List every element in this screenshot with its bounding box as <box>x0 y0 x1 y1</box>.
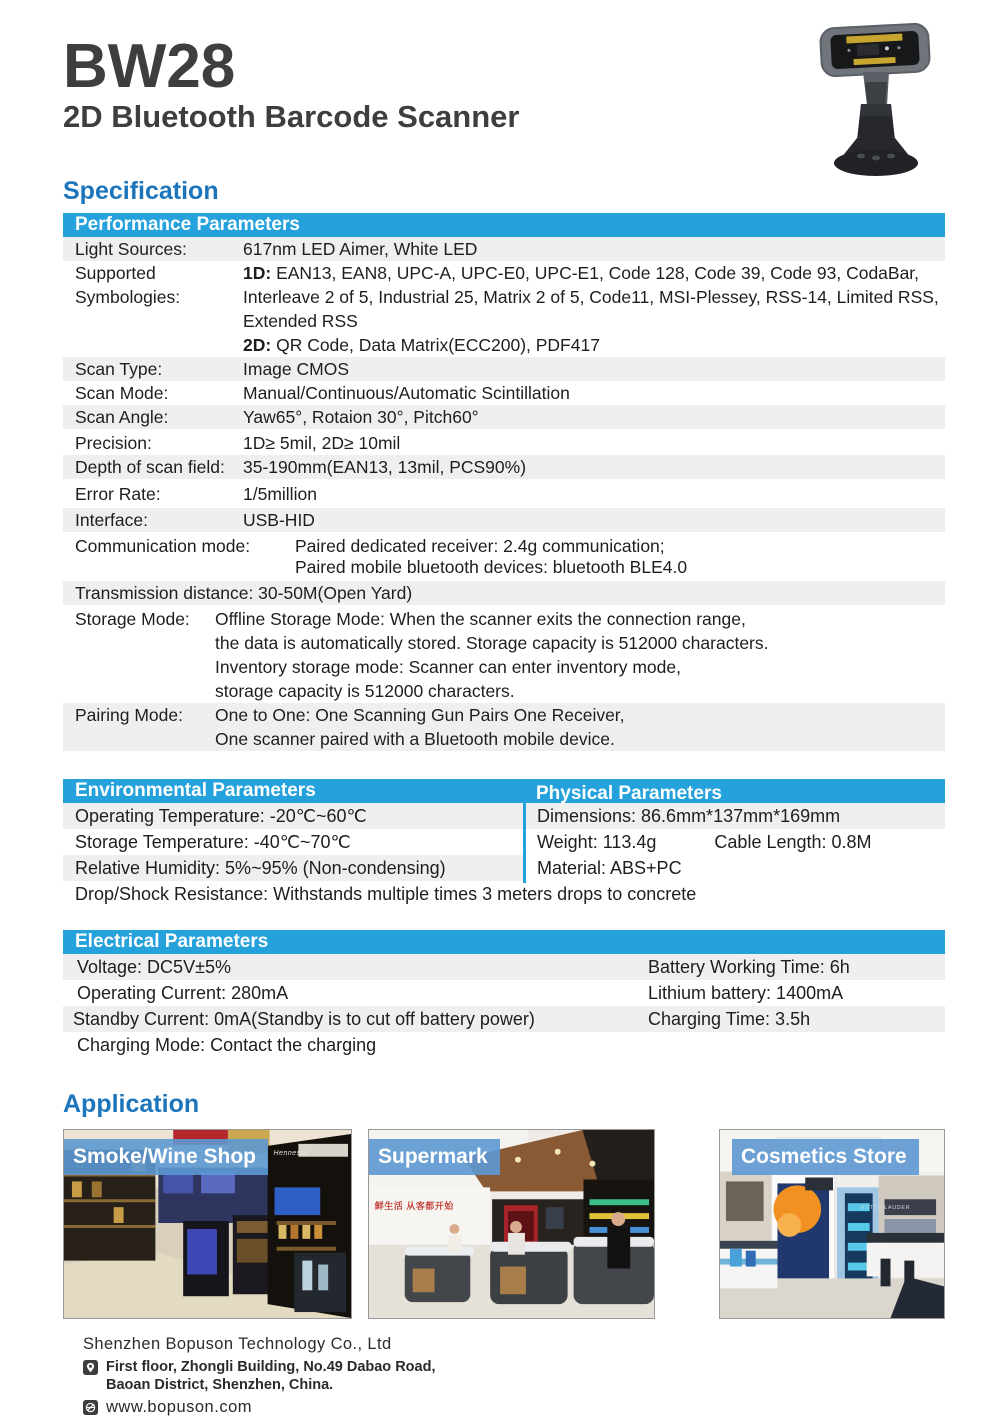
physical-title: Physical Parameters <box>536 782 722 804</box>
table-row <box>63 455 945 479</box>
performance-title: Performance Parameters <box>75 213 300 235</box>
product-subtitle: 2D Bluetooth Barcode Scanner <box>63 99 520 134</box>
phys-cell: Weight: 113.4g Cable Length: 0.8M <box>523 829 945 855</box>
photo-signage: Hennessy <box>273 1150 309 1158</box>
env-cell: Relative Humidity: 5%~95% (Non-condensing) <box>63 855 523 881</box>
application-photos <box>63 1129 945 1319</box>
table-row <box>63 581 945 605</box>
row-value: USB-HID <box>243 509 315 530</box>
row-value: 1D≥ 5mil, 2D≥ 10mil <box>243 432 401 453</box>
table-row <box>63 829 945 855</box>
footer <box>63 1335 945 1417</box>
row-value: 1/5million <box>243 483 317 504</box>
table-row <box>63 237 945 261</box>
product-model-title: BW28 <box>63 32 236 101</box>
row-label: Supported Symbologies: <box>75 262 181 307</box>
company-name: Shenzhen Bopuson Technology Co., Ltd <box>83 1334 392 1353</box>
row-label: Error Rate: <box>75 483 161 504</box>
website-globe-icon <box>83 1400 98 1415</box>
table-row <box>63 431 945 455</box>
table-row <box>63 607 945 703</box>
performance-header-band <box>63 213 945 237</box>
photo-label-badge: Supermark <box>369 1139 500 1175</box>
row-label: Scan Mode: <box>75 382 169 403</box>
row-value: Paired dedicated receiver: 2.4g communication; Paired mobile bluetooth devices: bluetooth BLE4.0 <box>295 535 688 577</box>
company-address: First floor, Zhongli Building, No.49 Dabao Road, Baoan District, Shenzhen, China. <box>106 1358 436 1393</box>
row-value: Transmission distance: 30-50M(Open Yard) <box>75 582 413 603</box>
table-row <box>63 534 945 579</box>
row-label: Scan Angle: <box>75 406 169 427</box>
table-row: Charging Mode: Contact the charging <box>77 1034 377 1055</box>
application-photo-cosmetics-store <box>719 1129 945 1319</box>
photo-label-badge: Cosmetics Store <box>732 1139 919 1175</box>
row-value: Image CMOS <box>243 358 349 379</box>
performance-table <box>63 213 945 751</box>
row-label: Storage Mode: <box>75 608 190 629</box>
environmental-physical-table <box>63 779 945 907</box>
electrical-table <box>63 930 945 1058</box>
table-row: Voltage: DC5V±5% Battery Working Time: 6h <box>63 954 945 980</box>
row-value: 1D: EAN13, EAN8, UPC-A, UPC-E0, UPC-E1, Code 128, Code 39, Code 93, CodaBar, Interleave 2 of 5, Industrial 25, Matrix 2 of 5, Code11, MSI-Plessey, RSS-14, Limited RSS, Extended RSS 2D: QR Code, Data Matrix(ECC200), PDF417 <box>243 262 939 355</box>
website-url: www.bopuson.com <box>106 1398 252 1416</box>
table-row <box>63 261 945 357</box>
photo-signage: ESTEE LAUDER <box>861 1204 911 1211</box>
table-row: Operating Current: 280mA Lithium battery: 1400mA <box>77 982 844 1003</box>
row-value: Offline Storage Mode: When the scanner exits the connection range, the data is automatically stored. Storage capacity is 512000 characters. Inventory storage mode: Scanner can enter inventory mode, storage capacity is 512000 characters. <box>215 608 769 701</box>
table-row <box>63 357 945 381</box>
env-cell: Operating Temperature: -20℃~60℃ <box>63 803 523 829</box>
table-row <box>63 855 945 881</box>
phys-cell: Material: ABS+PC <box>523 855 945 881</box>
row-value: One to One: One Scanning Gun Pairs One Receiver, One scanner paired with a Bluetooth mobile device. <box>215 704 625 749</box>
environmental-title: Environmental Parameters <box>75 779 316 801</box>
row-label: Interface: <box>75 509 148 530</box>
table-row <box>63 803 945 829</box>
environmental-header-band <box>63 779 945 803</box>
location-pin-icon <box>83 1360 98 1375</box>
row-label: Light Sources: <box>75 238 187 259</box>
row-value: 617nm LED Aimer, White LED <box>243 238 478 259</box>
row-value: Manual/Continuous/Automatic Scintillation <box>243 382 570 403</box>
row-label: Scan Type: <box>75 358 163 379</box>
electrical-title: Electrical Parameters <box>75 930 269 952</box>
table-row: Standby Current: 0mA(Standby is to cut off battery power) Charging Time: 3.5h <box>63 1006 945 1032</box>
table-row <box>63 405 945 429</box>
application-photo-supermarket <box>368 1129 655 1319</box>
electrical-header-band <box>63 930 945 954</box>
photo-signage: 鲜生活 从客都开始 <box>374 1201 454 1212</box>
table-row <box>63 703 945 751</box>
row-label: Pairing Mode: <box>75 704 183 725</box>
env-cell: Storage Temperature: -40℃~70℃ <box>63 829 523 855</box>
application-heading: Application <box>63 1089 200 1118</box>
row-value: Yaw65°, Rotaion 30°, Pitch60° <box>243 406 479 427</box>
column-divider <box>523 803 526 883</box>
row-label: Depth of scan field: <box>75 456 225 477</box>
application-photo-smoke-wine-shop <box>63 1129 352 1319</box>
photo-label-badge: Smoke/Wine Shop <box>64 1139 268 1175</box>
table-row <box>63 381 945 405</box>
row-label: Communication mode: <box>75 535 251 556</box>
table-row: Drop/Shock Resistance: Withstands multiple times 3 meters drops to concrete <box>75 883 697 904</box>
specification-heading: Specification <box>63 176 219 205</box>
phys-cell: Dimensions: 86.6mm*137mm*169mm <box>523 803 945 829</box>
row-value: 35-190mm(EAN13, 13mil, PCS90%) <box>243 456 527 477</box>
table-row <box>63 508 945 532</box>
row-label: Precision: <box>75 432 152 453</box>
table-row <box>63 482 945 506</box>
